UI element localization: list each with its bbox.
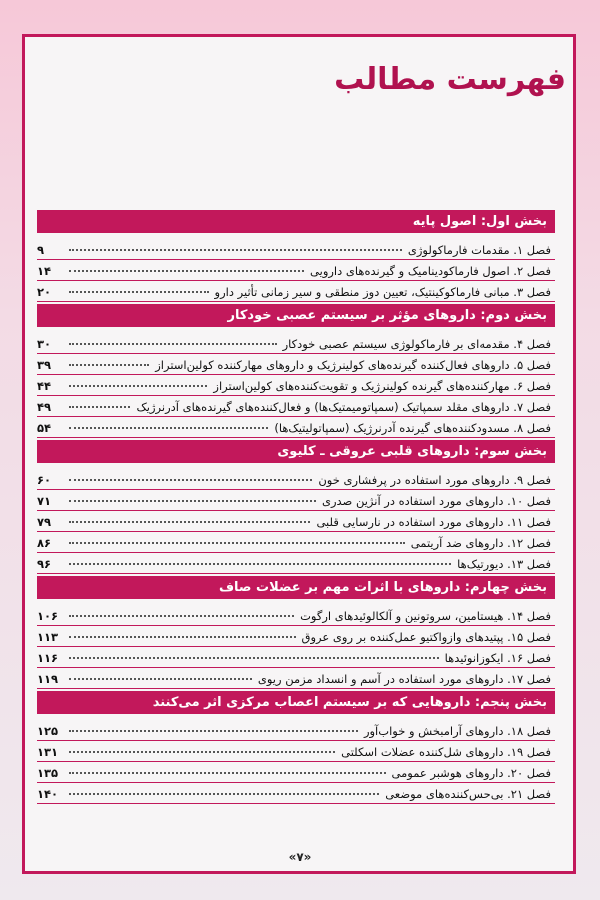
toc-entry[interactable] [37,553,555,574]
toc-entry[interactable] [37,239,555,260]
chapter-title: فصل ۹. داروهای مورد استفاده در پرفشاری خون [318,472,551,487]
dot-leader [69,270,304,272]
toc-entry[interactable] [37,281,555,302]
dot-leader [69,343,277,345]
chapter-title: فصل ۴. مقدمه‌ای بر فارماکولوژی سیستم عصبی خودکار [282,336,551,351]
dot-leader [69,751,335,753]
chapter-title: فصل ۱۰. داروهای مورد استفاده در آنژین صدری [321,493,551,508]
page-ref: ۱۲۵ [37,723,59,738]
page-ref: ۱۴۰ [37,786,59,801]
chapter-title: فصل ۸. مسدودکننده‌های گیرنده آدرنرژیک (سمپاتولیتیک‌ها) [274,420,551,435]
dot-leader [69,364,149,366]
section-heading: بخش سوم: داروهای قلبی عروقی ـ کلیوی [37,440,555,463]
chapter-title: فصل ۱۶. ایکوزانوئیدها [444,650,551,665]
chapter-title: فصل ۲۱. بی‌حس‌کننده‌های موضعی [385,786,551,801]
page-ref: ۱۱۹ [37,671,59,686]
toc-entry[interactable] [37,333,555,354]
page-ref: ۷۹ [37,514,52,529]
chapter-title: فصل ۳. مبانی فارماکوکینتیک، تعیین دوز منطقی و سیر زمانی تأثیر دارو [214,284,551,299]
page-ref: ۷۱ [37,493,52,508]
page-ref: ۵۴ [37,420,52,435]
toc-entry[interactable] [37,626,555,647]
chapter-title: فصل ۱۴. هیستامین، سروتونین و آلکالوئیدهای ارگوت [300,608,551,623]
chapter-title: فصل ۱۲. داروهای ضد آریتمی [410,535,551,550]
toc-entry[interactable] [37,417,555,438]
dot-leader [69,427,268,429]
dot-leader [69,521,310,523]
section-heading: بخش پنجم: داروهایی که بر سیستم اعصاب مرکزی اثر می‌کنند [37,691,555,714]
dot-leader [69,563,451,565]
dot-leader [69,406,130,408]
dot-leader [69,730,358,732]
dot-leader [69,479,312,481]
toc-entry[interactable] [37,532,555,553]
toc-entry[interactable] [37,375,555,396]
toc-entry[interactable] [37,783,555,804]
chapter-title: فصل ۱۵. پپتیدهای وازواکتیو عمل‌کننده بر روی عروق [301,629,551,644]
toc-entry[interactable] [37,260,555,281]
chapter-title: فصل ۱۱. داروهای مورد استفاده در نارسایی قلبی [316,514,551,529]
page-ref: ۱۳۵ [37,765,59,780]
chapter-title: فصل ۶. مهارکننده‌های گیرنده کولینرژیک و تقویت‌کننده‌های کولین‌استراز [213,378,551,393]
dot-leader [69,500,316,502]
section-heading: بخش چهارم: داروهای با اثرات مهم بر عضلات صاف [37,576,555,599]
toc-entry[interactable] [37,605,555,626]
page-ref: ۲۰ [37,284,52,299]
page-ref: ۸۶ [37,535,52,550]
chapter-title: فصل ۷. داروهای مقلد سمپاتیک (سمپاتومیمتیک‌ها) و فعال‌کننده‌های گیرنده‌های آدرنرژیک [136,399,551,414]
toc-entry[interactable] [37,490,555,511]
page-ref: ۶۰ [37,472,52,487]
chapter-title: فصل ۱۹. داروهای شل‌کننده عضلات اسکلتی [341,744,551,759]
section-heading: بخش اول: اصول پایه [37,210,555,233]
page-ref: ۴۴ [37,378,52,393]
toc-entry[interactable] [37,469,555,490]
toc-entry[interactable] [37,741,555,762]
section-heading: بخش دوم: داروهای مؤثر بر سیستم عصبی خودکار [37,304,555,327]
page-ref: ۹ [37,242,45,257]
page-ref: ۳۰ [37,336,52,351]
chapter-title: فصل ۲. اصول فارماکودینامیک و گیرنده‌های دارویی [310,263,551,278]
page-number: «۷» [288,850,312,864]
chapter-title: فصل ۱۳. دیورتیک‌ها [457,556,551,571]
chapter-title: فصل ۵. داروهای فعال‌کننده گیرنده‌های کولینرژیک و داروهای مهارکننده کولین‌استراز [155,357,551,372]
page-ref: ۱۰۶ [37,608,59,623]
dot-leader [69,291,209,293]
dot-leader [69,385,207,387]
page-ref: ۱۳۱ [37,744,59,759]
dot-leader [69,678,252,680]
toc-entry[interactable] [37,511,555,532]
chapter-title: فصل ۱۸. داروهای آرامبخش و خواب‌آور [363,723,551,738]
chapter-title: فصل ۱۷. داروهای مورد استفاده در آسم و انسداد مزمن ریوی [257,671,551,686]
toc-entry[interactable] [37,720,555,741]
page-ref: ۳۹ [37,357,52,372]
dot-leader [69,249,402,251]
dot-leader [69,542,405,544]
chapter-title: فصل ۱. مقدمات فارماکولوژی [407,242,551,257]
toc-entry[interactable] [37,396,555,417]
dot-leader [69,772,386,774]
page-ref: ۱۱۶ [37,650,59,665]
page-ref: ۴۹ [37,399,52,414]
toc-entry[interactable] [37,647,555,668]
page-ref: ۹۶ [37,556,52,571]
dot-leader [69,793,379,795]
page-ref: ۱۴ [37,263,52,278]
table-of-contents [37,208,555,804]
toc-entry[interactable] [37,668,555,689]
dot-leader [69,657,439,659]
page-title: فهرست مطالب [334,62,566,97]
dot-leader [69,636,296,638]
page-ref: ۱۱۳ [37,629,59,644]
dot-leader [69,615,294,617]
toc-entry[interactable] [37,354,555,375]
toc-entry[interactable] [37,762,555,783]
chapter-title: فصل ۲۰. داروهای هوشبر عمومی [391,765,551,780]
